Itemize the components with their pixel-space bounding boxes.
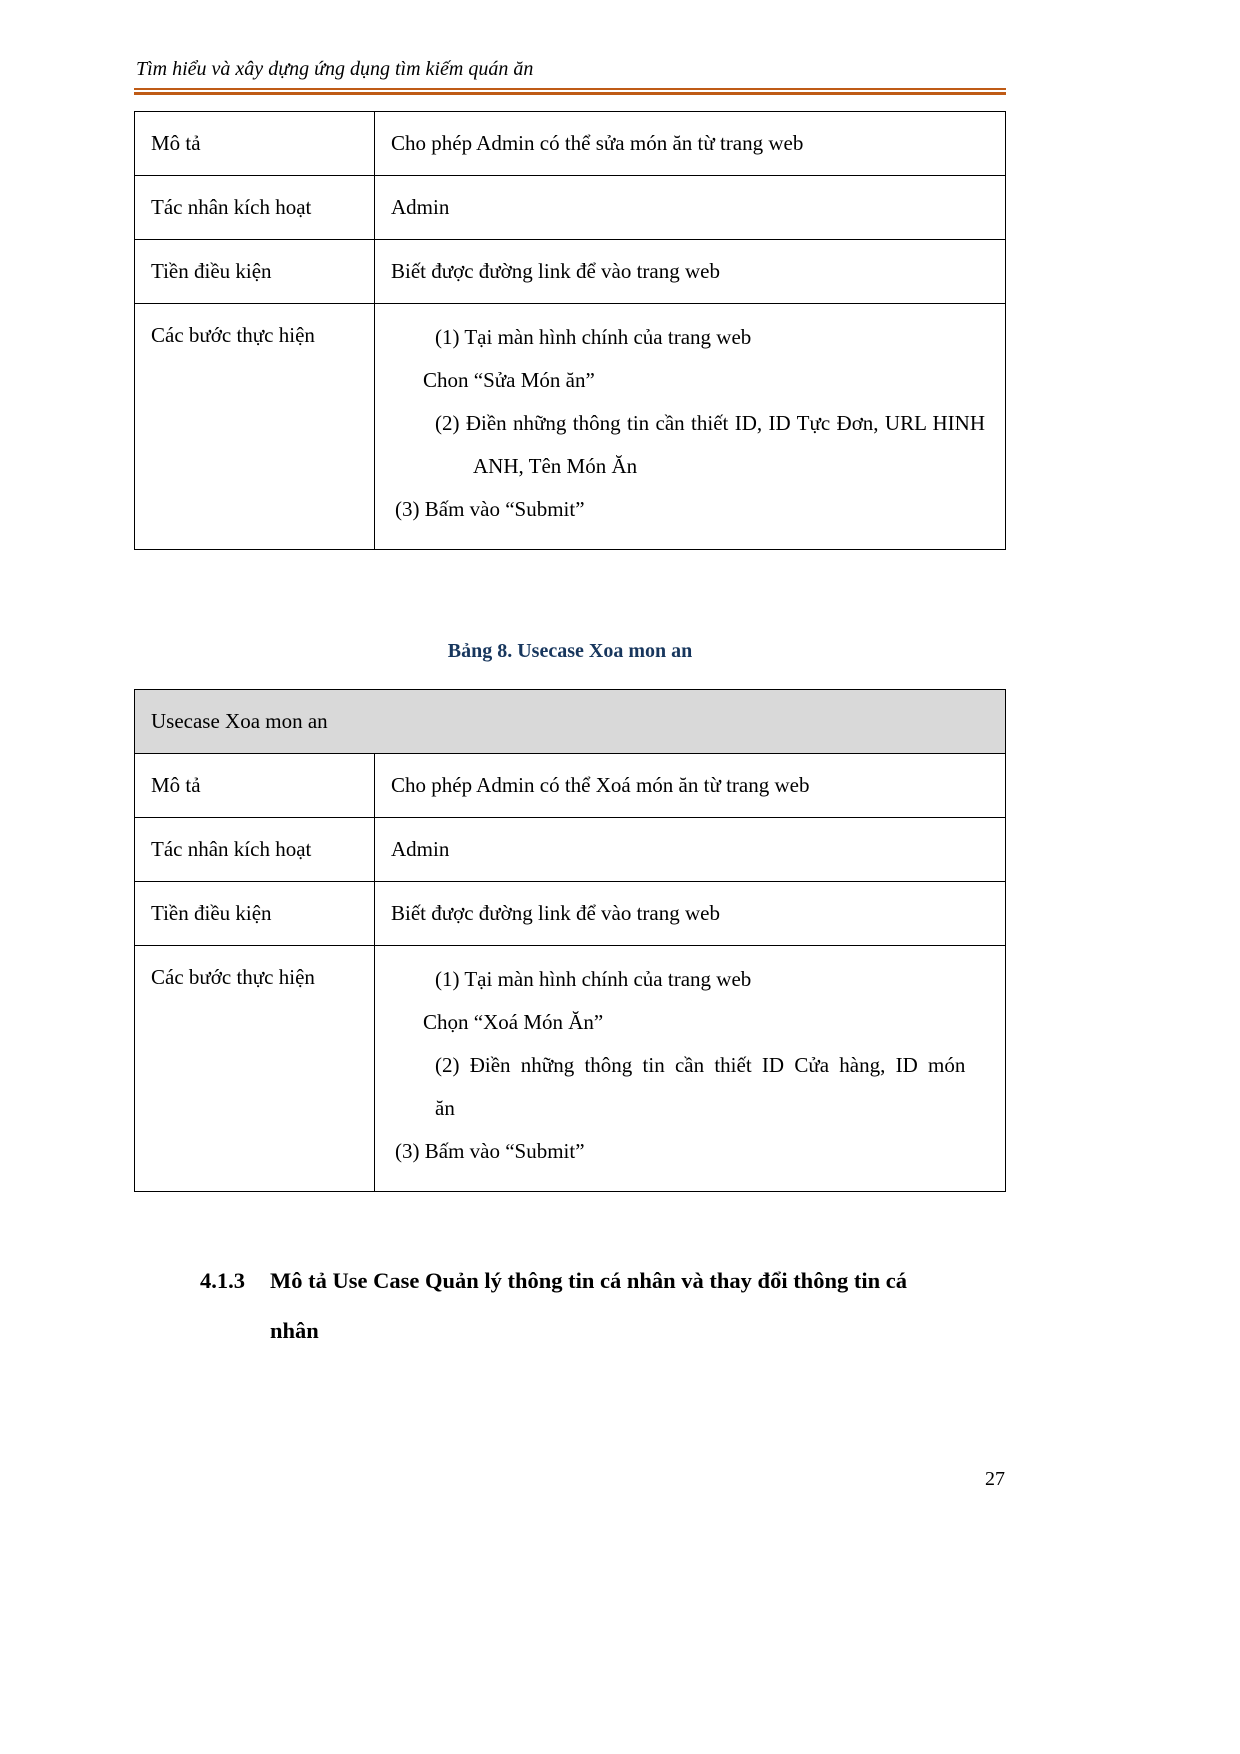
step-line: (2) Điền những thông tin cần thiết ID, ID Tực Đơn, URL HINH ANH, Tên Món Ăn xyxy=(435,411,985,479)
step-line: (3) Bấm vào “Submit” xyxy=(395,497,585,522)
table-row xyxy=(135,112,1005,175)
step-line: Chon “Sửa Món ăn” xyxy=(423,368,595,393)
row-value: Biết được đường link để vào trang web xyxy=(391,901,720,926)
table-caption: Bảng 8. Usecase Xoa mon an xyxy=(447,640,693,663)
table-row xyxy=(135,881,1005,945)
row-label: Mô tả xyxy=(135,112,375,175)
step-line: (1) Tại màn hình chính của trang web xyxy=(435,967,752,992)
step-line: Chọn “Xoá Món Ăn” xyxy=(423,1010,604,1035)
table-title-row xyxy=(135,690,1005,753)
step-line: (1) Tại màn hình chính của trang web xyxy=(435,325,752,349)
table-title: Usecase Xoa mon an xyxy=(151,709,328,734)
usecase-table-edit xyxy=(134,111,1006,550)
row-value: Biết được đường link để vào trang web xyxy=(391,259,720,283)
section-title: Mô tả Use Case Quản lý thông tin cá nhân và thay đổi thông tin cá nhân xyxy=(270,1268,907,1343)
table-row xyxy=(135,817,1005,881)
row-label: Tác nhân kích hoạt xyxy=(135,176,375,239)
table-row-steps xyxy=(135,945,1005,1191)
row-value: Cho phép Admin có thể sửa món ăn từ trang web xyxy=(391,131,804,155)
steps-cell xyxy=(375,946,1005,1191)
row-label: Tiền điều kiện xyxy=(135,882,375,945)
table-row xyxy=(135,753,1005,817)
table-row xyxy=(135,175,1005,239)
section-heading xyxy=(200,1256,1006,1355)
header-divider xyxy=(134,88,1006,95)
row-label: Các bước thực hiện xyxy=(135,946,375,1191)
page-number: 27 xyxy=(985,1468,1005,1490)
row-label: Tác nhân kích hoạt xyxy=(135,818,375,881)
table-row-steps xyxy=(135,303,1005,549)
steps-cell xyxy=(375,304,1005,549)
table-row xyxy=(135,239,1005,303)
step-line: (2) Điền những thông tin cần thiết ID Cửa hàng, ID món ăn xyxy=(435,1053,966,1121)
section-number: 4.1.3 xyxy=(200,1268,245,1294)
row-value: Admin xyxy=(391,837,450,862)
step-line: (3) Bấm vào “Submit” xyxy=(395,1139,585,1164)
row-label: Các bước thực hiện xyxy=(135,304,375,549)
row-value: Admin xyxy=(391,195,450,219)
row-label: Mô tả xyxy=(135,754,375,817)
row-label: Tiền điều kiện xyxy=(135,240,375,303)
running-header: Tìm hiểu và xây dựng ứng dụng tìm kiếm quán ăn xyxy=(136,58,534,80)
row-value: Cho phép Admin có thể Xoá món ăn từ trang web xyxy=(391,773,810,798)
usecase-table-delete xyxy=(134,689,1006,1192)
